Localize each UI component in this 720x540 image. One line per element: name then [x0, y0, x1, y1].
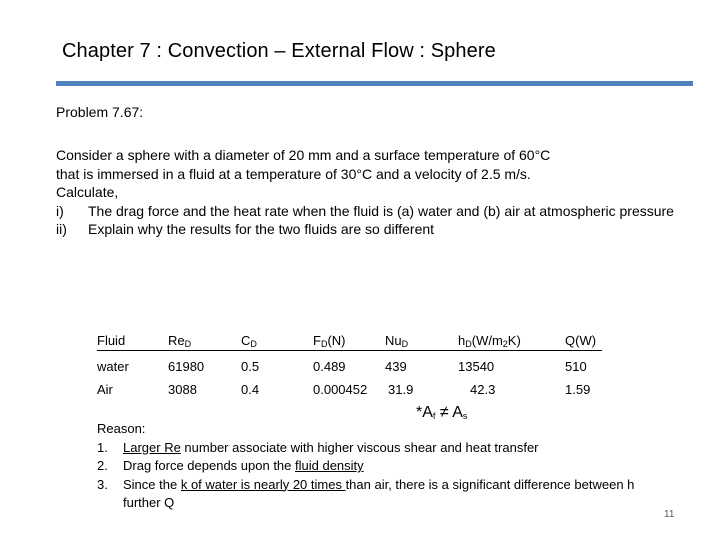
table-cell: 510 [565, 359, 587, 374]
title-divider [56, 81, 693, 86]
table-cell: 13540 [458, 359, 495, 374]
statement-line: Consider a sphere with a diameter of 20 mm and a surface temperature of 60°C [56, 147, 551, 163]
statement-item [56, 220, 676, 239]
table-cell: 0.4 [241, 382, 260, 397]
table-cell: 3088 [168, 382, 197, 397]
problem-statement [56, 146, 676, 239]
table-cell: 1.59 [565, 382, 591, 397]
problem-label: Problem 7.67: [56, 104, 144, 120]
col-header-cd: $C_D$ [241, 333, 257, 349]
table-cell: 31.9 [388, 382, 414, 397]
table-cell: 61980 [168, 359, 205, 374]
col-header-re: $Re_D$ [168, 333, 192, 349]
statement-item [56, 202, 676, 221]
table-cell: Air [97, 382, 113, 397]
item-marker: ii) [56, 221, 67, 237]
item-text: Explain why the results for the two fluids are so different [88, 221, 435, 237]
statement-line: Calculate, [56, 184, 119, 200]
table-cell: 0.489 [313, 359, 346, 374]
area-note: $*A_f \ne A_s$ [416, 404, 468, 421]
table-cell: 42.3 [470, 382, 496, 397]
table-cell: 0.000452 [313, 382, 368, 397]
table-cell: water [97, 359, 129, 374]
item-text: The drag force and the heat rate when the fluid is (a) water and (b) air at atmospheric pressure [88, 202, 674, 219]
col-header-nu: $Nu_D$ [385, 333, 409, 349]
statement-line: that is immersed in a fluid at a temperature of 30°C and a velocity of 2.5 m/s. [56, 165, 531, 182]
reason-point: 2. Drag force depends upon the fluid density [97, 458, 364, 473]
reason-label: Reason: [97, 421, 146, 436]
col-header-h: $h_D(W/m_2K)$ [458, 333, 521, 349]
item-marker: i) [56, 202, 64, 219]
page-number: 11 [664, 509, 675, 520]
col-header-fd: $F_D(N)$ [313, 333, 346, 349]
header-underline [97, 350, 602, 351]
table-cell: 0.5 [241, 359, 260, 374]
table-cell: 439 [385, 359, 407, 374]
slide-title: Chapter 7 : Convection – External Flow : Sphere [62, 40, 496, 62]
reason-list [97, 420, 657, 513]
col-header-q: Q(W) [565, 333, 597, 348]
col-header-fluid: Fluid [97, 333, 126, 348]
reason-point: 1. Larger Re number associate with higher viscous shear and heat transfer [97, 439, 539, 455]
reason-point: 3. Since the k of water is nearly 20 times than air, there is a significant difference between h further Q [97, 476, 635, 510]
